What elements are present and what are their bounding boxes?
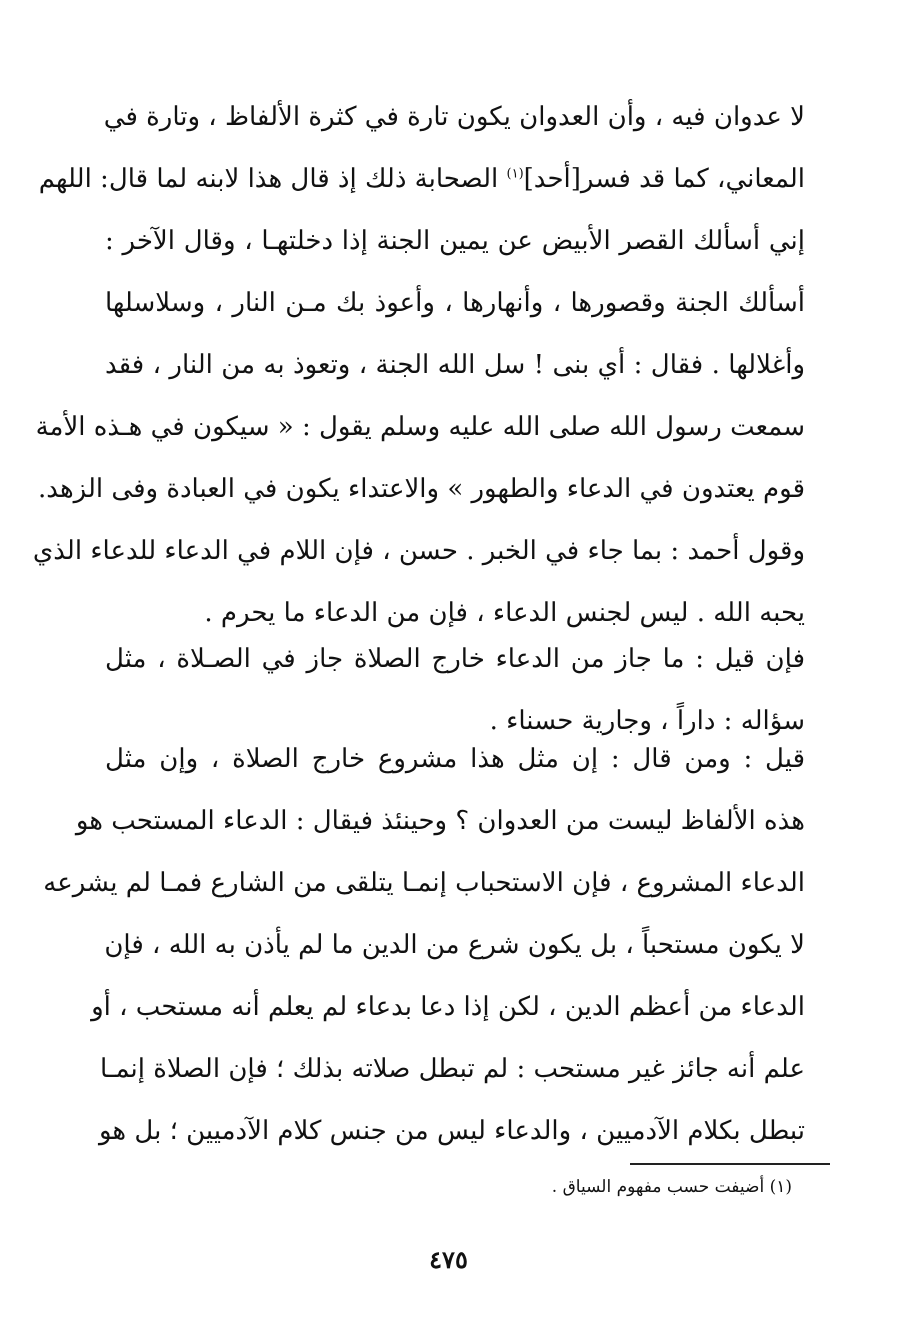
footnote-reference: (١) xyxy=(506,166,524,182)
text-line: يحبه الله . ليس لجنس الدعاء ، فإن من الدعاء ما يحرم . xyxy=(204,598,805,628)
text-segment: الصحابة ذلك إذ قال هذا لابنه لما قال: اللهم xyxy=(38,164,499,194)
paragraph-1 xyxy=(32,86,805,644)
text-line: هذه الألفاظ ليست من العدوان ؟ وحينئذ فيقال : الدعاء المستحب هو xyxy=(75,806,805,836)
page-number: ٤٧٥ xyxy=(429,1245,468,1274)
footnote-divider xyxy=(630,1163,830,1165)
text-line: سمعت رسول الله صلى الله عليه وسلم يقول : « سيكون في هـذه الأمة xyxy=(35,412,805,442)
text-line: قوم يعتدون في الدعاء والطهور » والاعتداء يكون في العبادة وفى الزهد. xyxy=(38,474,805,504)
text-line: قيل : ومن قال : إن مثل هذا مشروع خارج الصلاة ، وإن مثل xyxy=(105,744,805,774)
text-segment: المعاني، كما قد فسر[أحد] xyxy=(523,164,805,194)
text-line: إني أسألك القصر الأبيض عن يمين الجنة إذا دخلتهـا ، وقال الآخر : xyxy=(105,226,805,256)
text-line: فإن قيل : ما جاز من الدعاء خارج الصلاة جاز في الصـلاة ، مثل xyxy=(105,644,805,674)
footnote: (١) أضيفت حسب مفهوم السياق . xyxy=(551,1177,792,1197)
text-line: وقول أحمد : بما جاء في الخبر . حسن ، فإن اللام في الدعاء للدعاء الذي xyxy=(32,536,805,566)
paragraph-3 xyxy=(43,728,805,1162)
text-line: الدعاء المشروع ، فإن الاستحباب إنمـا يتلقى من الشارع فمـا لم يشرعه xyxy=(43,868,805,898)
text-line: وأغلالها . فقال : أي بنى ! سل الله الجنة ، وتعوذ به من النار ، فقد xyxy=(105,350,805,380)
text-line: سؤاله : داراً ، وجارية حسناء . xyxy=(489,706,805,736)
text-line-with-footnote xyxy=(38,148,805,210)
text-line: تبطل بكلام الآدميين ، والدعاء ليس من جنس كلام الآدميين ؛ بل هو xyxy=(99,1116,805,1146)
text-line: أسألك الجنة وقصورها ، وأنهارها ، وأعوذ بك مـن النار ، وسلاسلها xyxy=(105,288,805,318)
text-line: لا يكون مستحباً ، بل يكون شرع من الدين ما لم يأذن به الله ، فإن xyxy=(104,930,805,960)
text-line: لا عدوان فيه ، وأن العدوان يكون تارة في كثرة الألفاظ ، وتارة في xyxy=(103,102,805,132)
text-line: علم أنه جائز غير مستحب : لم تبطل صلاته بذلك ؛ فإن الصلاة إنمـا xyxy=(99,1054,805,1084)
text-line: الدعاء من أعظم الدين ، لكن إذا دعا بدعاء لم يعلم أنه مستحب ، أو xyxy=(91,992,805,1022)
